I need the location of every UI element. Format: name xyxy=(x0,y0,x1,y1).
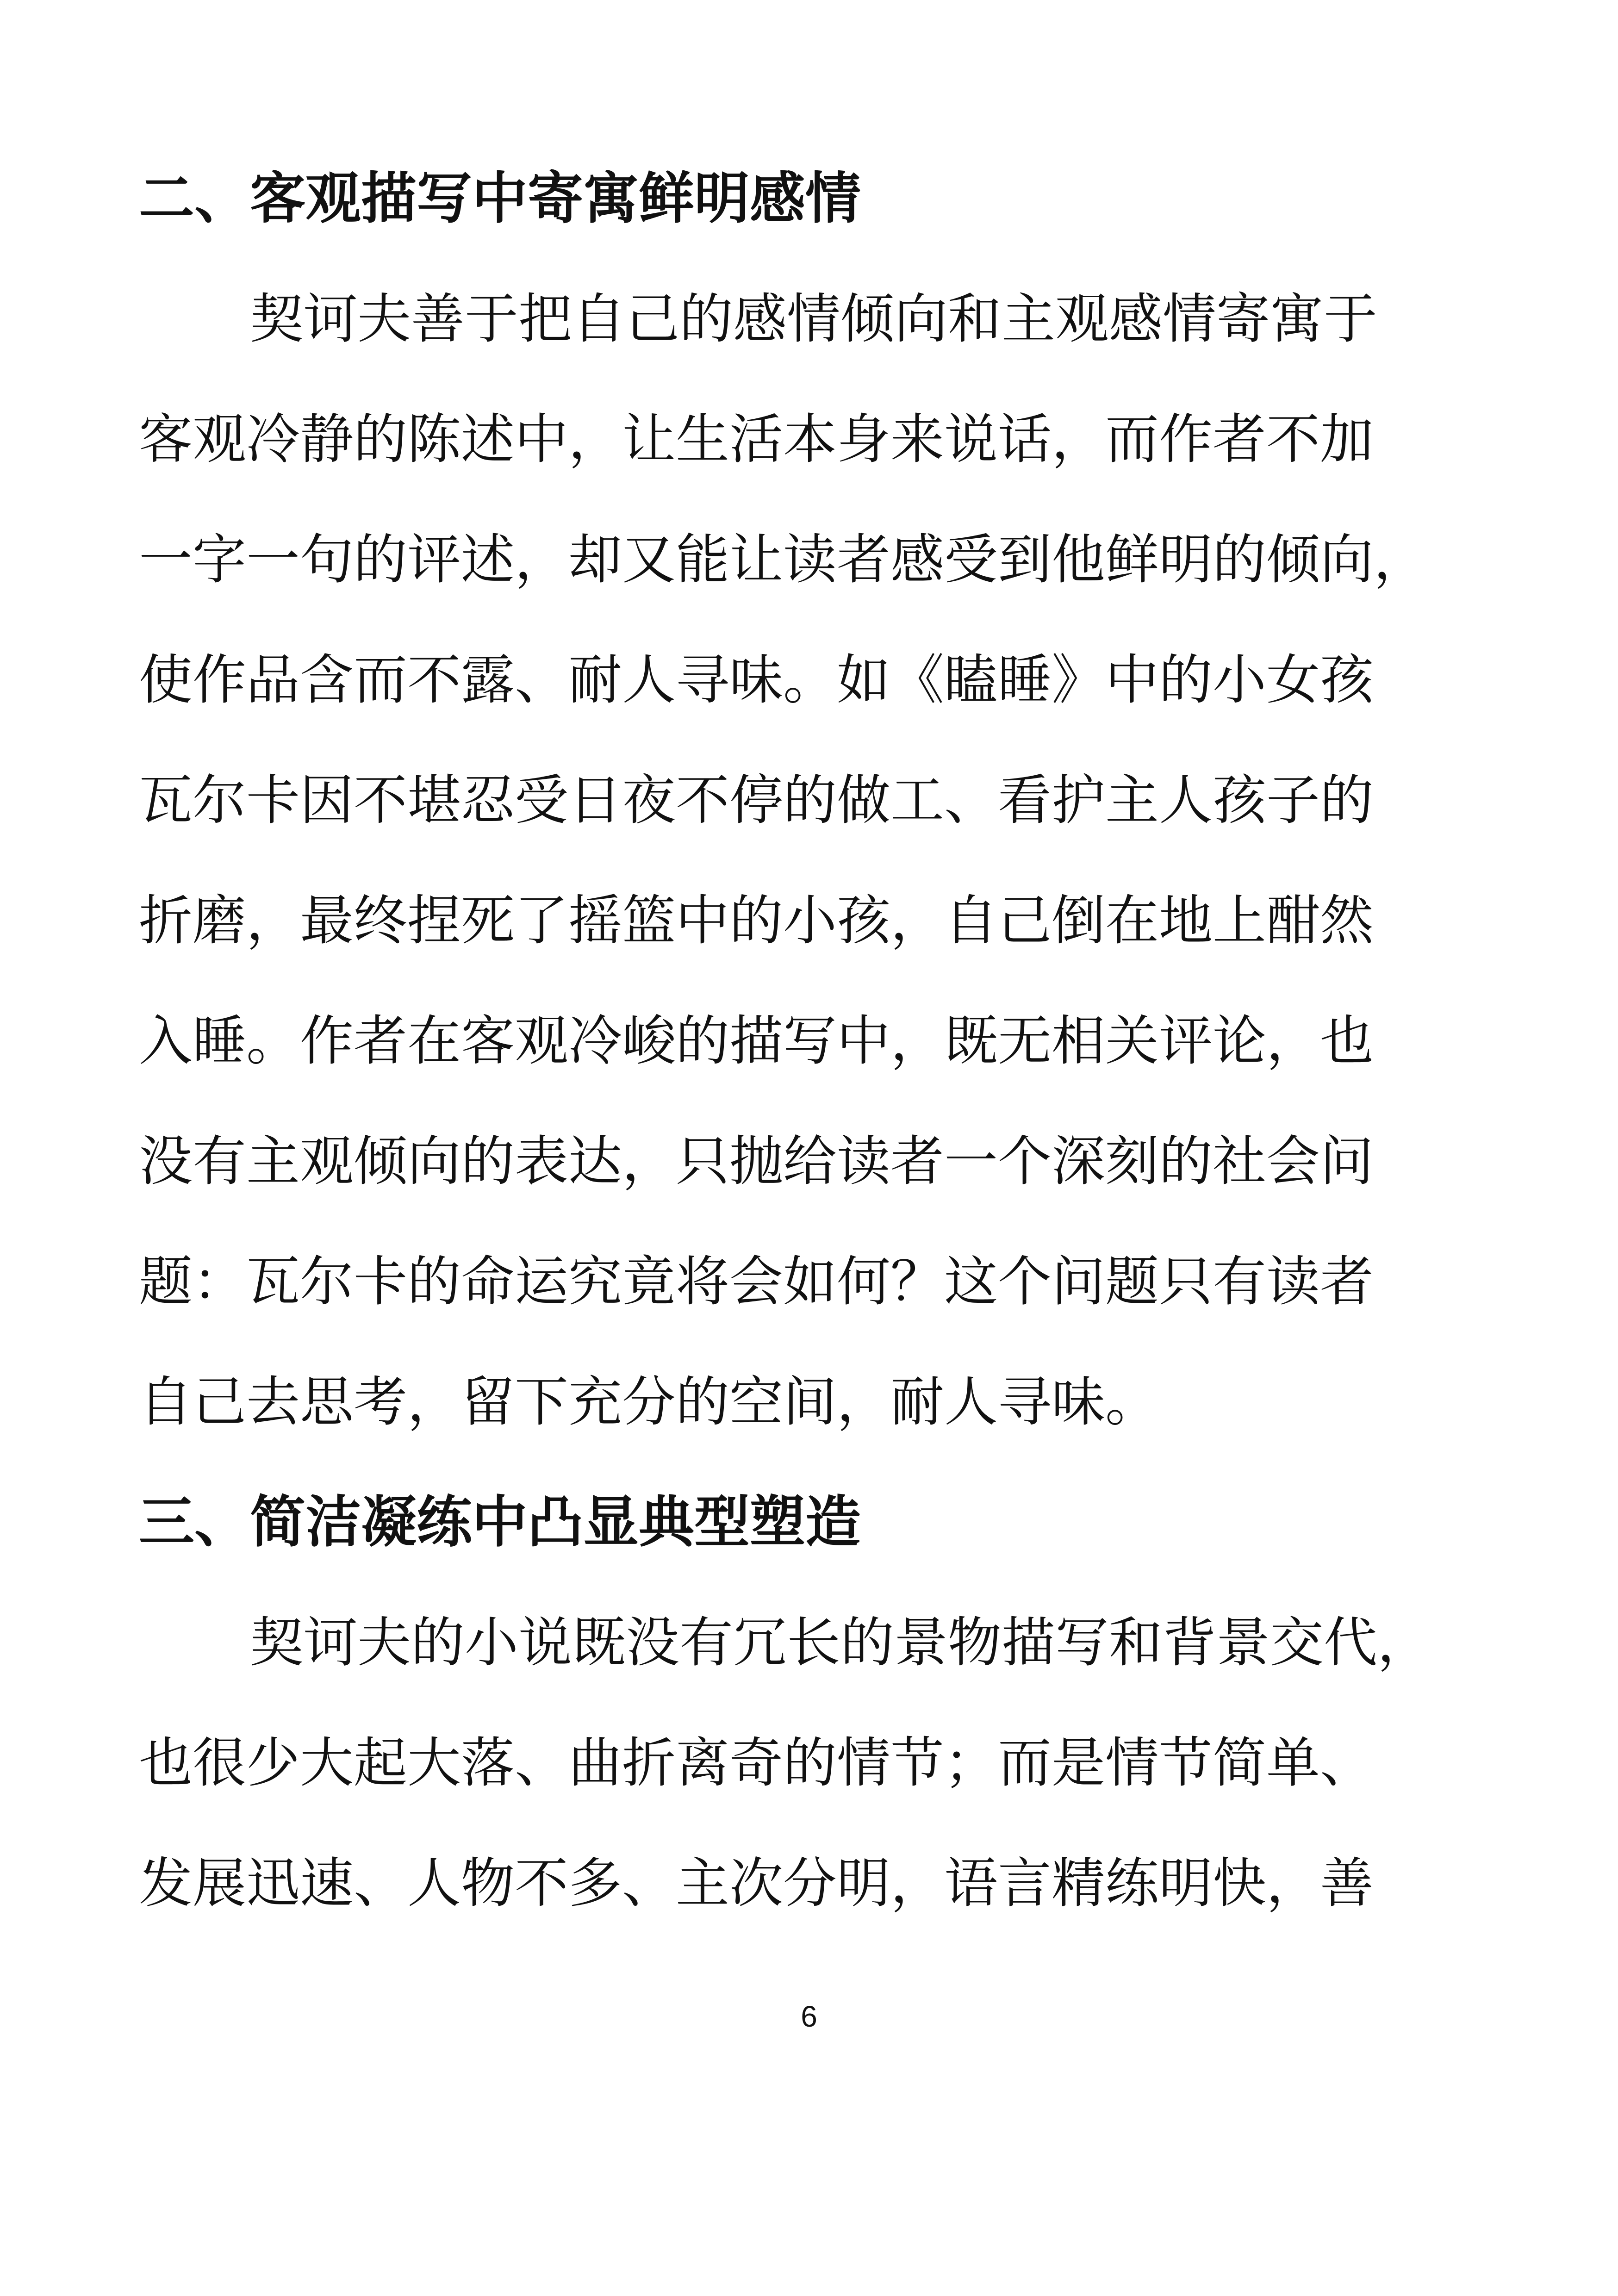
paragraph-line: 没有主观倾向的表达，只抛给读者一个深刻的社会问 xyxy=(139,1130,1374,1193)
paragraph-line: 发展迅速、人物不多、主次分明，语言精练明快，善 xyxy=(139,1852,1374,1915)
paragraph-line: 使作品含而不露、耐人寻味。如《瞌睡》中的小女孩 xyxy=(139,649,1374,711)
paragraph-line: 也很少大起大落、曲折离奇的情节；而是情节简单、 xyxy=(139,1732,1374,1794)
paragraph-line: 折磨，最终捏死了摇篮中的小孩，自己倒在地上酣然 xyxy=(139,890,1374,952)
paragraph-line: 一字一句的评述，却又能让读者感受到他鲜明的倾向， xyxy=(139,529,1427,591)
paragraph-line: 契诃夫的小说既没有冗长的景物描写和背景交代， xyxy=(250,1612,1431,1674)
section-heading-2: 二、客观描写中寄寓鲜明感情 xyxy=(139,167,861,231)
paragraph-line: 瓦尔卡因不堪忍受日夜不停的做工、看护主人孩子的 xyxy=(139,769,1374,832)
paragraph-line: 自己去思考，留下充分的空间，耐人寻味。 xyxy=(139,1371,1159,1433)
paragraph-line: 契诃夫善于把自己的感情倾向和主观感情寄寓于 xyxy=(250,288,1377,350)
paragraph-line: 客观冷静的陈述中，让生活本身来说话，而作者不加 xyxy=(139,408,1374,471)
paragraph-line: 入睡。作者在客观冷峻的描写中，既无相关评论，也 xyxy=(139,1010,1374,1072)
page-number: 6 xyxy=(801,2000,817,2033)
paragraph-line: 题：瓦尔卡的命运究竟将会如何？这个问题只有读者 xyxy=(139,1251,1374,1313)
section-heading-3: 三、简洁凝练中凸显典型塑造 xyxy=(139,1490,861,1555)
